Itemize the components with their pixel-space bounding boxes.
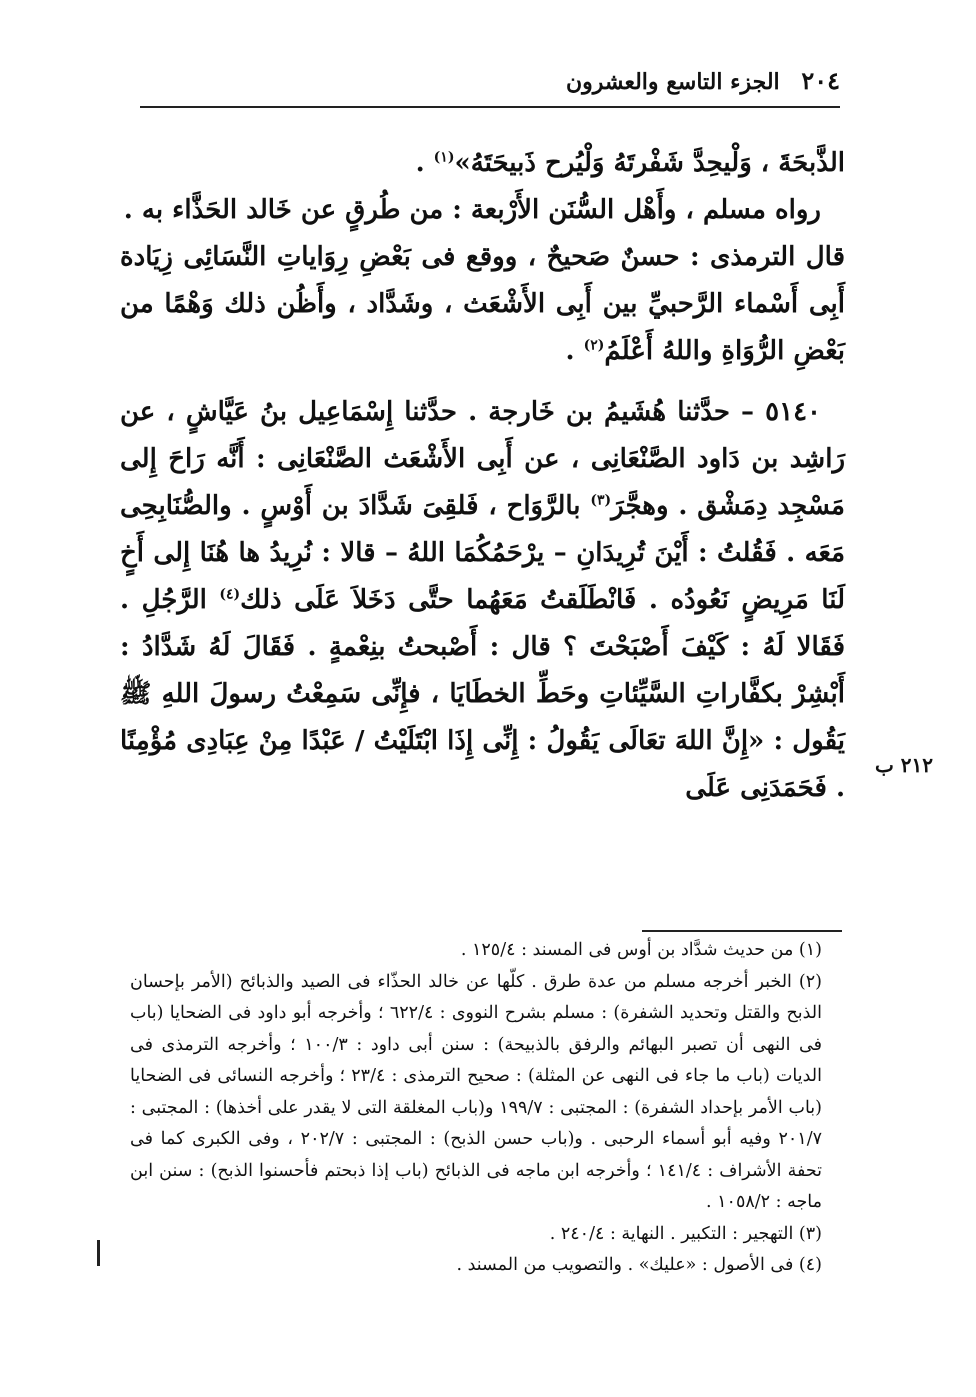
footnote-ref-3: (٣) (590, 492, 612, 509)
hadith-5140: ٥١٤٠ – حدَّثنا هُشَيمُ بن خَارجة . حدَّثنا إِسْمَاعِيل بنُ عَيَّاشٍ ، عن رَاشِد بن دَاود الصَّنْعَانِى ، عن أَبِى الأَشْعَث الصَّنْعَانِى : أَنَّه رَاحَ إِلى مَسْجِد دِمَشْق . وهجَّرَ$^{(٣)}$ بالرَّوَاح ، فَلقِىَ شَدَّادَ بن أَوْسٍ . والصُّنَابِحِى مَعَه . فَقُلتُ : أَيْنَ تُرِيدَانِ – يرْحَمُكُمَا اللهُ – قالا : نُرِيدُ ها هُنَا إِلى أَخٍ لَنَا مَرِيضٍ نَعُودُه . فَانْطَلَقتُ مَعَهُما حتَّى دَخَلاَ عَلَى ذلك$^{(٤)}$ الرَّجُلِ . فَقَالا لَهُ : كَيْفَ أَصْبَحْتَ ؟ قال : أَصْبحتُ بنِعْمةٍ . فَقَالَ لَهُ شَدَّادُ : أَبْشِرْ بكفَّاراتِ السَّيِّئاتِ وحَطِّ الخطَايَا ، فإِنِّى سَمِعْتُ رسولَ اللهِ ﷺ يَقُول : «إِنَّ اللهَ تعَالَى يَقُولُ : إِنِّى إِذَا ابْتَلَيْتُ / عَبْدًا مِنْ عِبَادِى مُؤْمِنًا . فَحَمَدَنِى عَلَى (120, 397, 845, 803)
footnote-ref-4: (٤) (219, 586, 241, 603)
main-text (120, 140, 845, 812)
page-number: ٢٠٤ (801, 66, 840, 95)
footnote-rule (642, 930, 842, 932)
header-rule (140, 106, 840, 108)
manuscript-folio-note: ٢١٢ ب (874, 753, 933, 777)
footnote-3: (٣) التهجير : التكبير . النهاية : ٢٤٠/٤ . (549, 1223, 822, 1244)
volume-title: الجزء التاسع والعشرون (565, 69, 780, 95)
paragraph-1: الذَّبحَةَ ، وَلْيحِدَّ شَفْرتَهُ وَلْيُرح ذَبيحَتَهُ»$^{(١)}$ . (415, 148, 845, 178)
scan-mark (97, 1240, 100, 1266)
footnotes (130, 935, 842, 1282)
paragraph-3: قال الترمذى : حسنٌ صَحيحٌ ، ووقع فى بَعْضِ رِوَاياتِ النَّسَائِى زِيَادة أَبِى أَسْماء الرَّحبيِّ بين أَبِى الأَشْعَث ، وشَدَّاد ، وأَظُن ذلك وَهْمًا من بَعْضِ الرُّوَاةِ واللهُ أَعْلَمُ$^{(٢)}$ . (120, 242, 845, 366)
footnote-ref-2: (٢) (583, 337, 605, 354)
footnote-ref-1: (١) (433, 149, 455, 166)
footnote-1: (١) من حديث شدَّاد بن أوس فى المسند : ١٢٥/٤ . (460, 940, 822, 960)
paragraph-2: رواه مسلم ، وأَهْل السُّنَن الأَرْبعة : من طُرقٍ عن خَالد الحَذَّاء به . (123, 195, 821, 225)
running-header (565, 66, 840, 106)
footnote-4: (٤) فى الأصول : «عليك» . والتصويب من المسند . (456, 1255, 822, 1275)
footnote-2: (٢) الخبر أخرجه مسلم من عدة طرق . كلّها عن خالد الحذّاء فى الصيد والذبائح (الأمر بإحسان الذبح والقتل وتحديد الشفرة) : مسلم بشرح النووى : ٦٢٢/٤ ؛ وأخرجه أبو داود فى الضحايا (باب فى النهى أن تصبر البهائم والرفق بالذبيحة) : سنن أبى داود : ١٠٠/٣ ؛ وأخرجه الترمذى فى الديات (باب ما جاء فى النهى عن المثلة) : صحيح الترمذى : ٢٣/٤ ؛ وأخرجه النسائى فى الضحايا (باب الأمر بإحداد الشفرة) : المجتبى : ١٩٩/٧ و(باب المغلقة التى لا يقدر على أخذها) : المجتبى : ٢٠١/٧ وفيه أبو أسماء الرحبى . و(باب حسن الذبح) : المجتبى : ٢٠٢/٧ ، وفى الكبرى كما فى تحفة الأشراف : ١٤١/٤ ؛ وأخرجه ابن ماجه فى الذبائح (باب إذا ذبحتم فأحسنوا الذبح) : سنن ابن ماجه : ١٠٥٨/٢ . (130, 971, 823, 1212)
